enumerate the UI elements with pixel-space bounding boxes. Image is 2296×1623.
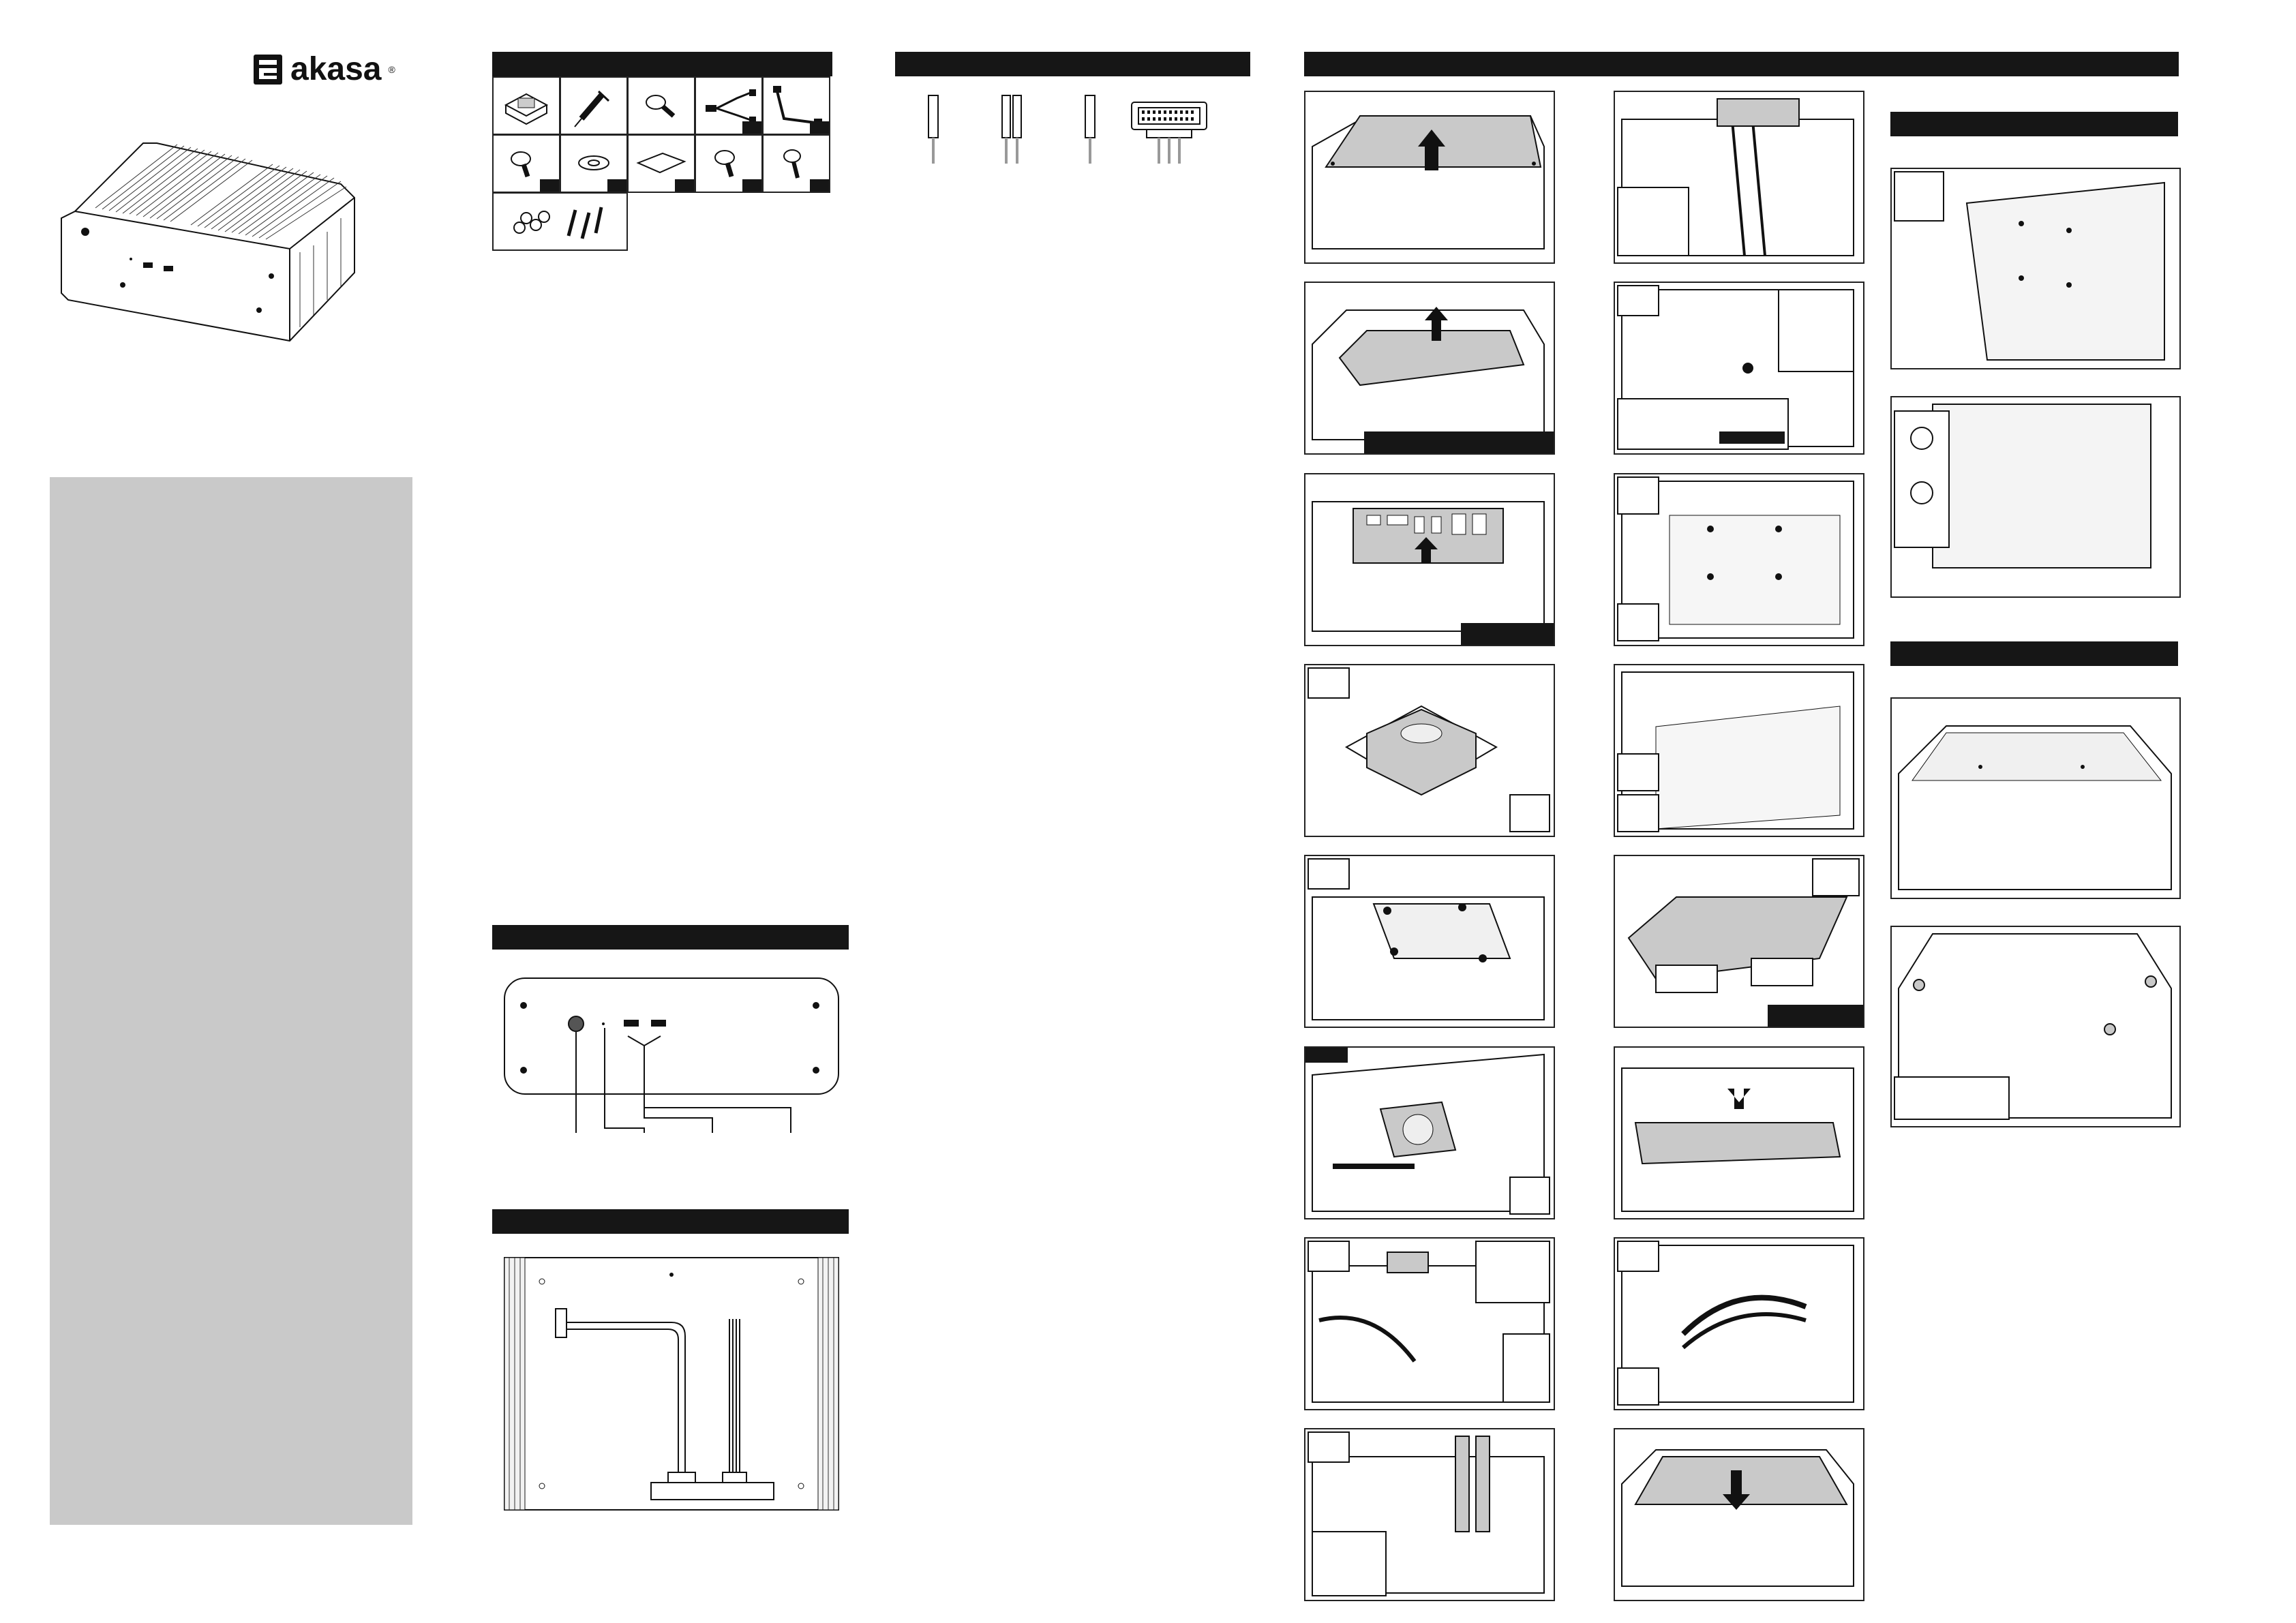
accessory-ribbon-cable <box>762 76 830 135</box>
accessory-screw-b <box>492 134 560 193</box>
step-b1 <box>1614 91 1864 264</box>
step-b8 <box>1614 1428 1864 1601</box>
vesa-step-1 <box>1890 168 2181 369</box>
step-b2 <box>1614 282 1864 455</box>
step-a4 <box>1304 664 1555 837</box>
step-a3 <box>1304 473 1555 646</box>
accessory-tag <box>607 179 626 192</box>
product-render <box>55 136 368 354</box>
step-a8 <box>1304 1428 1555 1601</box>
bracket-install-illustration <box>1615 1048 1863 1218</box>
step-b6 <box>1614 1046 1864 1219</box>
accessory-tag <box>540 179 559 192</box>
vesa-header-bar <box>1890 112 2178 136</box>
accessory-cpu-block <box>492 76 560 135</box>
single-connector-icon <box>928 95 938 164</box>
feet-step-1 <box>1890 697 2181 899</box>
feet-and-screws-icon <box>494 194 626 249</box>
accessory-tag <box>810 179 829 192</box>
internal-layout-diagram <box>501 1254 842 1513</box>
step-label-box <box>1719 431 1785 444</box>
step-label-box <box>1461 623 1554 645</box>
vesa-hang-illustration <box>1892 397 2179 596</box>
internal-layout-header-bar <box>492 1209 849 1234</box>
step-a1 <box>1304 91 1555 264</box>
accessories-header-bar <box>492 52 832 76</box>
drive-bracket-illustration <box>1615 856 1863 1027</box>
step-label-box <box>1768 1005 1863 1027</box>
brand-logo <box>252 50 395 88</box>
step-b4 <box>1614 664 1864 837</box>
cpu-block-paste-illustration <box>1305 665 1554 836</box>
front-panel-header-bar <box>492 925 849 950</box>
step-a2 <box>1304 282 1555 455</box>
registered-mark: ® <box>388 63 395 75</box>
accessory-tag <box>675 179 694 192</box>
step-a6 <box>1304 1046 1555 1219</box>
accessory-washer <box>560 134 628 193</box>
motherboard-cpu-illustration <box>1305 1048 1554 1218</box>
feet-header-bar <box>1890 641 2178 666</box>
step-label-box <box>1305 1048 1348 1063</box>
header-connector-icon <box>1132 102 1207 164</box>
step-a5 <box>1304 855 1555 1028</box>
case-underside-illustration <box>1892 699 2179 898</box>
cable-connectors <box>913 89 1254 170</box>
accessory-tag <box>810 121 829 134</box>
accessory-tag <box>742 121 761 134</box>
step-b7 <box>1614 1237 1864 1410</box>
accessory-y-cable <box>695 76 763 135</box>
akasa-logo-icon <box>252 53 284 86</box>
accessory-screw-d <box>762 134 830 193</box>
step-label-box <box>1364 431 1554 453</box>
front-panel-diagram <box>501 975 842 1138</box>
cables-header-bar <box>895 52 1250 76</box>
accessories-grid <box>492 76 833 250</box>
accessory-screw-a <box>627 76 695 135</box>
double-connector-icon <box>1002 95 1021 164</box>
accessory-plate <box>627 134 695 193</box>
motherboard-standoffs-illustration <box>1305 856 1554 1027</box>
thermal-paste-syringe-icon <box>561 78 626 134</box>
board-washer-illustration <box>1615 665 1863 836</box>
plate-removal-illustration <box>1305 283 1554 453</box>
case-top-install-illustration <box>1615 1429 1863 1600</box>
single-connector-icon <box>1085 95 1095 164</box>
header-cable-illustration <box>1305 1429 1554 1600</box>
installation-header-bar <box>1304 52 2179 76</box>
power-cable-illustration <box>1305 1239 1554 1409</box>
brand-name: akasa <box>290 51 382 87</box>
step-a7 <box>1304 1237 1555 1410</box>
step-b3 <box>1614 473 1864 646</box>
cable-harness-illustration <box>1615 1239 1863 1409</box>
mounting-screws-illustration <box>1615 474 1863 645</box>
accessory-screw-c <box>695 134 763 193</box>
accessory-feet-screws <box>492 192 628 251</box>
io-shield-illustration <box>1305 474 1554 645</box>
case-top-removal-illustration <box>1305 92 1554 262</box>
screw-icon <box>629 78 694 134</box>
cable-routing-illustration <box>1615 92 1863 262</box>
feet-step-2 <box>1890 926 2181 1127</box>
led-cable-illustration <box>1615 283 1863 453</box>
accessory-tag <box>742 179 761 192</box>
vesa-bracket-illustration <box>1892 169 2179 368</box>
step-b5 <box>1614 855 1864 1028</box>
accessory-thermal-paste <box>560 76 628 135</box>
cpu-block-icon <box>494 78 559 134</box>
info-panel <box>50 477 412 1525</box>
vesa-step-2 <box>1890 396 2181 598</box>
feet-install-illustration <box>1892 927 2179 1126</box>
